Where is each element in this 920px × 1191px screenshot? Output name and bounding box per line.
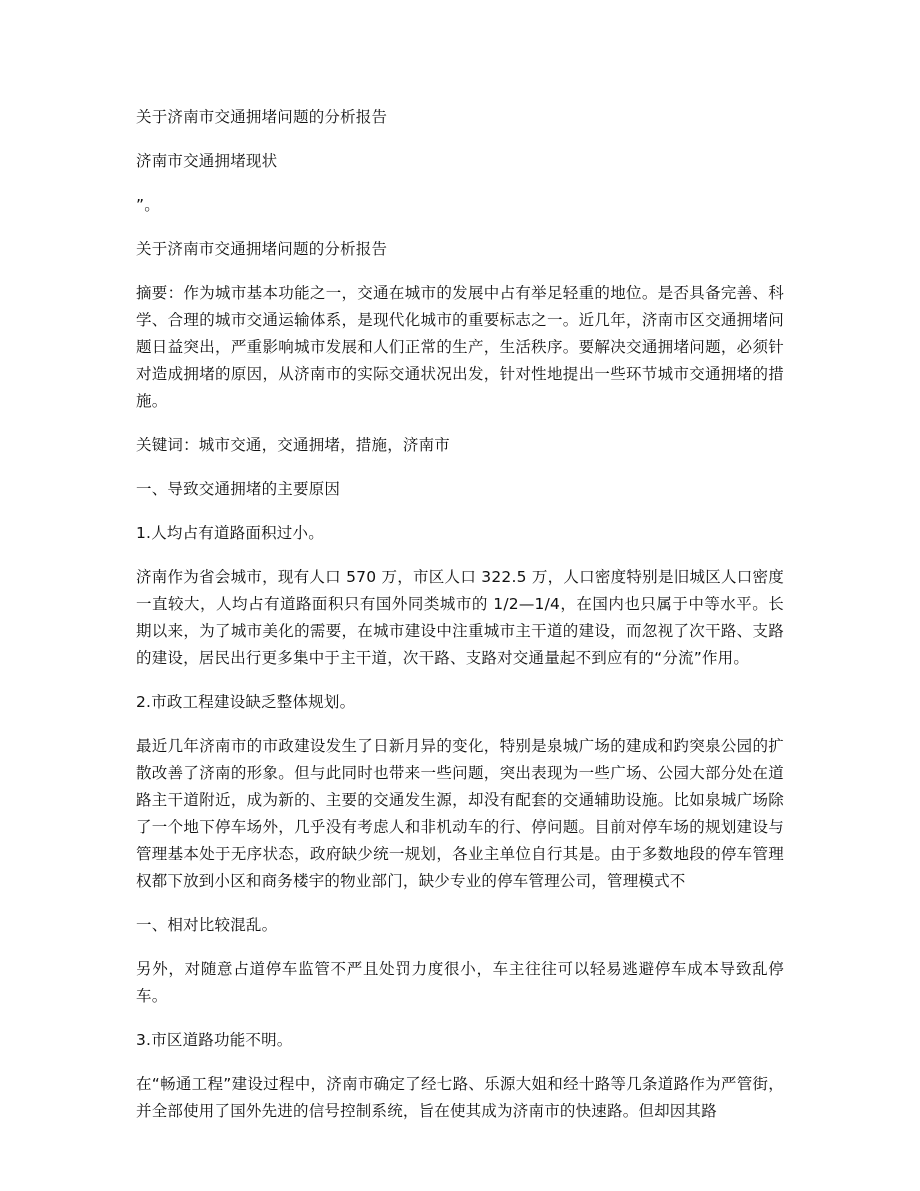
item-heading-planning: 2.市政工程建设缺乏整体规划。 [136, 693, 356, 711]
paragraph-road-area: 济南作为省会城市，现有人口 570 万，市区人口 322.5 万，人口密度特别是旧城区人口密度一直较大，人均占有道路面积只有国外同类城市的 1/2—1/4，在国内也只属于中等水平。长期以来，为了城市美化的需要，在城市建设中注重城市主干道的建设，而忽视了次干路、支路的建设，居民出行更多集中于主干道，次干路、支路对交通量起不到应有的“分流”作用。 [136, 568, 784, 667]
item-heading-road-function: 3.市区道路功能不明。 [136, 1031, 293, 1049]
text-fragment: ”。 [136, 196, 160, 214]
item-heading-chaos: 一、相对比较混乱。 [136, 916, 278, 934]
paragraph-road-function: 在“畅通工程”建设过程中，济南市确定了经七路、乐源大姐和经十路等几条道路作为严管街，并全部使用了国外先进的信号控制系统，旨在使其成为济南市的快速路。但却因其路 [136, 1075, 784, 1120]
section-heading-causes: 一、导致交通拥堵的主要原因 [136, 480, 341, 498]
document-page [136, 104, 784, 1142]
document-subtitle: 济南市交通拥堵现状 [136, 152, 278, 170]
paragraph-parking: 另外，对随意占道停车监管不严且处罚力度很小，车主往往可以轻易逃避停车成本导致乱停车。 [136, 960, 784, 1005]
item-heading-road-area: 1.人均占有道路面积过小。 [136, 524, 324, 542]
abstract-paragraph: 摘要：作为城市基本功能之一，交通在城市的发展中占有举足轻重的地位。是否具备完善、科学、合理的城市交通运输体系，是现代化城市的重要标志之一。近几年，济南市区交通拥堵问题日益突出，严重影响城市发展和人们正常的生产，生活秩序。要解决交通拥堵问题，必须针对造成拥堵的原因，从济南市的实际交通状况出发，针对性地提出一些环节城市交通拥堵的措施。 [136, 284, 784, 410]
report-title: 关于济南市交通拥堵问题的分析报告 [136, 240, 388, 258]
document-title: 关于济南市交通拥堵问题的分析报告 [136, 108, 388, 126]
paragraph-planning: 最近几年济南市的市政建设发生了日新月异的变化，特别是泉城广场的建成和趵突泉公园的扩散改善了济南的形象。但与此同时也带来一些问题，突出表现为一些广场、公园大部分处在道路主干道附近，成为新的、主要的交通发生源，却没有配套的交通辅助设施。比如泉城广场除了一个地下停车场外，几乎没有考虑人和非机动车的行、停问题。目前对停车场的规划建设与管理基本处于无序状态，政府缺少统一规划，各业主单位自行其是。由于多数地段的停车管理权都下放到小区和商务楼宇的物业部门，缺少专业的停车管理公司，管理模式不 [136, 737, 784, 890]
keywords-line: 关键词：城市交通，交通拥堵，措施，济南市 [136, 436, 451, 454]
